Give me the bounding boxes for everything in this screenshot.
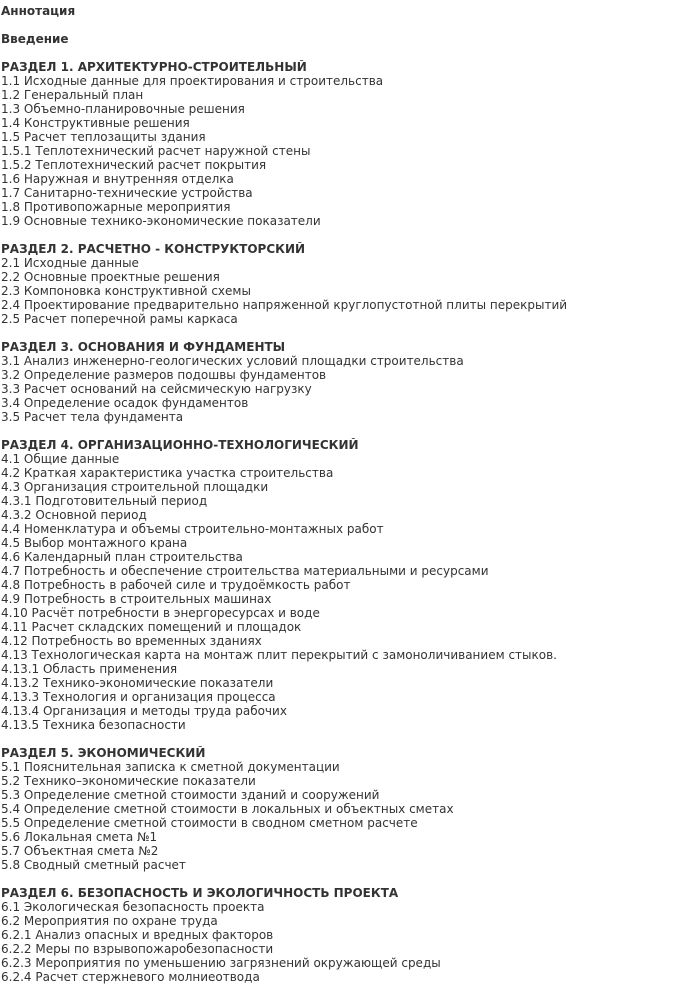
section-heading: РАЗДЕЛ 6. БЕЗОПАСНОСТЬ И ЭКОЛОГИЧНОСТЬ ПРОЕКТА xyxy=(1,886,399,900)
toc-item: 3.4 Определение осадок фундаментов xyxy=(1,396,249,410)
toc-item: 4.9 Потребность в строительных машинах xyxy=(1,592,272,606)
toc-item: 4.7 Потребность и обеспечение строительства материальными и ресурсами xyxy=(1,564,489,578)
toc-item: 2.4 Проектирование предварительно напряженной круглопустотной плиты перекрытий xyxy=(1,298,568,312)
toc-item: 4.1 Общие данные xyxy=(1,452,120,466)
toc-item: 4.5 Выбор монтажного крана xyxy=(1,536,188,550)
toc-item: 4.8 Потребность в рабочей силе и трудоёмкость работ xyxy=(1,578,351,592)
section-heading: РАЗДЕЛ 5. ЭКОНОМИЧЕСКИЙ xyxy=(1,746,206,760)
toc-item: 4.13.4 Организация и методы труда рабочих xyxy=(1,704,287,718)
toc-item: 4.3.2 Основной период xyxy=(1,508,147,522)
toc-item: 5.5 Определение сметной стоимости в сводном сметном расчете xyxy=(1,816,418,830)
toc-item: 3.3 Расчет оснований на сейсмическую нагрузку xyxy=(1,382,312,396)
toc-item: 1.2 Генеральный план xyxy=(1,88,144,102)
section-heading: Аннотация xyxy=(1,4,76,18)
toc-item: 5.7 Объектная смета №2 xyxy=(1,844,159,858)
toc-item: 1.4 Конструктивные решения xyxy=(1,116,190,130)
toc-section xyxy=(0,886,700,984)
toc-item: 4.13.2 Технико-экономические показатели xyxy=(1,676,274,690)
toc-section xyxy=(0,4,700,18)
section-heading: Введение xyxy=(1,32,69,46)
toc-item: 5.1 Пояснительная записка к сметной документации xyxy=(1,760,340,774)
section-heading: РАЗДЕЛ 2. РАСЧЕТНО - КОНСТРУКТОРСКИЙ xyxy=(1,242,306,256)
toc-item: 1.9 Основные технико-экономические показатели xyxy=(1,214,321,228)
section-heading: РАЗДЕЛ 3. ОСНОВАНИЯ И ФУНДАМЕНТЫ xyxy=(1,340,286,354)
toc-section xyxy=(0,242,700,326)
toc-item: 6.1 Экологическая безопасность проекта xyxy=(1,900,265,914)
toc-item: 2.1 Исходные данные xyxy=(1,256,139,270)
toc-item: 4.4 Номенклатура и объемы строительно-монтажных работ xyxy=(1,522,384,536)
toc-item: 5.3 Определение сметной стоимости зданий и сооружений xyxy=(1,788,380,802)
toc-item: 2.2 Основные проектные решения xyxy=(1,270,220,284)
toc-item: 6.2 Мероприятия по охране труда xyxy=(1,914,218,928)
toc-item: 5.6 Локальная смета №1 xyxy=(1,830,158,844)
toc-item: 3.1 Анализ инженерно-геологических условий площадки строительства xyxy=(1,354,464,368)
toc-item: 3.2 Определение размеров подошвы фундаментов xyxy=(1,368,327,382)
toc-item: 4.10 Расчёт потребности в энергоресурсах и воде xyxy=(1,606,320,620)
toc-item: 4.12 Потребность во временных зданиях xyxy=(1,634,262,648)
toc-item: 1.3 Объемно-планировочные решения xyxy=(1,102,245,116)
section-heading: РАЗДЕЛ 1. АРХИТЕКТУРНО-СТРОИТЕЛЬНЫЙ xyxy=(1,60,307,74)
toc-section xyxy=(0,32,700,46)
toc-item: 1.5.2 Теплотехнический расчет покрытия xyxy=(1,158,267,172)
section-heading: РАЗДЕЛ 4. ОРГАНИЗАЦИОННО-ТЕХНОЛОГИЧЕСКИЙ xyxy=(1,438,359,452)
toc-item: 4.13.5 Техника безопасности xyxy=(1,718,186,732)
toc-item: 6.2.3 Мероприятия по уменьшению загрязнений окружающей среды xyxy=(1,956,441,970)
toc-item: 6.2.4 Расчет стержневого молниеотвода xyxy=(1,970,260,984)
toc-section xyxy=(0,60,700,228)
toc-item: 1.7 Санитарно-технические устройства xyxy=(1,186,253,200)
toc-item: 5.8 Сводный сметный расчет xyxy=(1,858,186,872)
toc-item: 4.13.1 Область применения xyxy=(1,662,178,676)
toc-item: 4.2 Краткая характеристика участка строительства xyxy=(1,466,334,480)
toc-item: 3.5 Расчет тела фундамента xyxy=(1,410,184,424)
toc-section xyxy=(0,438,700,732)
toc-item: 1.6 Наружная и внутренняя отделка xyxy=(1,172,234,186)
toc-item: 5.2 Технико–экономические показатели xyxy=(1,774,256,788)
toc-item: 4.3 Организация строительной площадки xyxy=(1,480,269,494)
toc-item: 6.2.1 Анализ опасных и вредных факторов xyxy=(1,928,274,942)
toc-item: 2.5 Расчет поперечной рамы каркаса xyxy=(1,312,238,326)
toc-item: 2.3 Компоновка конструктивной схемы xyxy=(1,284,251,298)
toc-item: 4.13.3 Технология и организация процесса xyxy=(1,690,276,704)
toc-item: 5.4 Определение сметной стоимости в локальных и объектных сметах xyxy=(1,802,454,816)
toc-item: 1.5 Расчет теплозащиты здания xyxy=(1,130,206,144)
toc-item: 4.11 Расчет складских помещений и площадок xyxy=(1,620,302,634)
toc-item: 1.1 Исходные данные для проектирования и строительства xyxy=(1,74,384,88)
toc-item: 4.6 Календарный план строительства xyxy=(1,550,243,564)
toc-section xyxy=(0,340,700,424)
toc-item: 1.5.1 Теплотехнический расчет наружной стены xyxy=(1,144,311,158)
toc-item: 6.2.2 Меры по взрывопожаробезопасности xyxy=(1,942,274,956)
toc-item: 4.13 Технологическая карта на монтаж плит перекрытий с замоноличиванием стыков. xyxy=(1,648,557,662)
toc-section xyxy=(0,746,700,872)
toc-item: 1.8 Противопожарные мероприятия xyxy=(1,200,231,214)
toc-item: 4.3.1 Подготовительный период xyxy=(1,494,208,508)
